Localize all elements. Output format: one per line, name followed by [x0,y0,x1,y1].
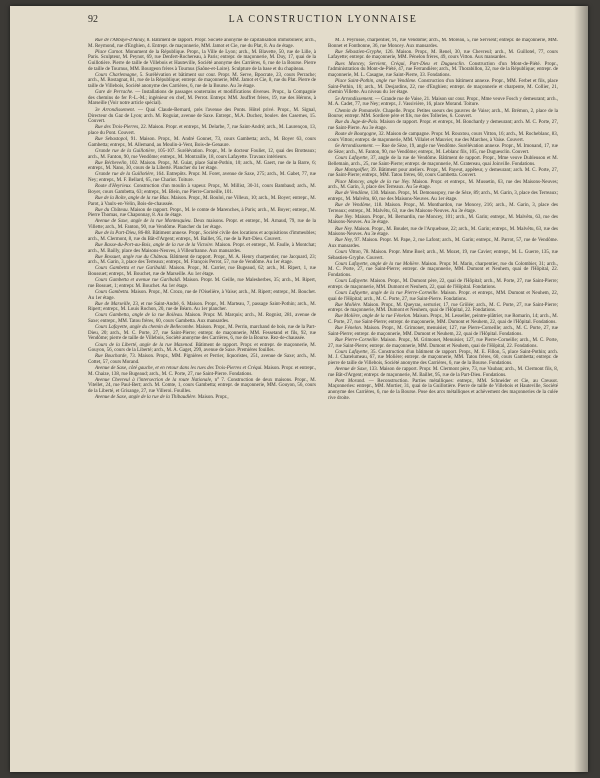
entry-address: Rue de la Part-Dieu, [95,231,137,237]
entry-paragraph [328,262,558,279]
entry-text: Construction d'un moulin à vapeur. Propr., M. Millist, 30-31, cours Bambaud; arch., M. Boyer, cours Gambetta, 63; entrepr., M. Blein, rue Pierre-Corneille, 101. [88,184,316,195]
page-gutter-shadow [574,6,588,772]
entry-address: Place Moncey, angle de la rue Ney. [335,179,411,185]
entry-address: Cours Lafayette. [335,279,369,285]
entry-text: 37, angle de la rue de Vendôme. Bâtiment de rapport. Propr., Mme veuve Dubleuson et M. Bellemain, arch., 25, rue Saint-Pierre; entrepr. de maçonnerie, M. Gratereau, quai Joinville. Fondations. [328,156,558,167]
entry-address: Gare de Perrache. [95,90,134,96]
entry-paragraph [328,314,558,325]
entry-address: Cours Gambetta. [95,289,130,295]
entry-paragraph [328,227,558,238]
entry-text: Maison. Propr. et entrepr., M. Chaize, 138, rue Bugeaud; arch., M. C. Porte, 27, rue Saint-Pierre. Fondations. [88,366,316,377]
entry-address: Cours de la Liberté, angle de la rue Mazenod. [95,342,194,348]
entry-address: Rue Basse-du-Port-au-Bois, angle de la rue de la Victoire. [95,242,214,248]
entry-address: Rue Molière, angle de la rue Fénelon. [335,314,412,320]
entry-text: 126. Maison. Propr., M. Renel, 30, rue Chevreul; arch., M. Guillotel, 77, cours Lafayette; entrepr. de maçonnerie, MM. Pénelon frères, 49, cours Vitton. Aux mansardes. [328,49,558,61]
entry-address: Avenue de Saxe, côté gauche, et en retour dans les rues des Trois-Pierres et Créqui. [95,366,263,371]
entry-paragraph [88,278,316,289]
entry-paragraph [88,137,316,148]
right-column [328,38,558,766]
entry-text: Maison. Propr., M. Bernardin, rue Moncey, 101; arch., M. Garin; entrepr., M. Malvêtu, 63, rue des Maisons-Neuves. Au 3e étage. [328,214,558,226]
entry-text: M. J. Peyrusse, charpentier, 91, rue Vendôme; arch., M. Moreau, 5, rue Servient; entrepr. de maçonnerie, MM. Bonnet et Fontbonne, 36, rue Moncey. Aux mansardes. [328,38,558,49]
entry-text: Maison. Propr., M. Crozo, rue de l'Oiselière, à Vaise; arch., M. Ripert; entrepr., M. Bouchet. Au 1er étage. [88,289,316,301]
entry-text: 32. Maison de campagne. Propr. M. Rouxtou, cours Vitton, 16; arch., M. Rocheblanc, 83, cours Vitton; entrepr. de maçonnerie, MM. Villalet et Mauvier, rue des Marches, à Vaise. Couvert. [328,132,558,143]
entry-address: Rue Boucharde, [95,354,128,360]
entry-address: Cours Lafayette, angle de la rue Molière. [335,261,420,267]
entry-text: 35. Construction d'un bâtiment de rapport. Propr., M. E. Fillon, 5, place Saint-Pothin; arch. M. J. Chatelumeau, 67, rue Molière; entrepr. de maçonnerie, MM. Tatou frères, 60, cours Gambetta; entrepr. de pierre de taille de Villebois, Société anonyme des Carrières, 6, rue de la Bourse. Fondations. [328,349,558,366]
entry-text: Construction d'un Mont-de-Piété. Propr., l'administration du Mont-de-Piété, 47, rue Ferrandière; arch., M. Thorabillon, 32, rue de la République; entrepr. de maçonnerie, M. L. Casagne, rue Saint-Pierre, 33. Fondations. [328,61,558,78]
entry-text: 91. Maison. Propr., M. André Gonnet, 73, cours Gambetta; arch., M. Boyer 63, cours Gambetta; entrepr., M. Allemand, au Moulin-à-Vent, Bois-de-Genaure. [88,137,316,148]
entry-text: Maison. Propr. M. Marin, charpentier, rue du Colombier, 31; arch., M. C. Porte, 27, rue Saint-Pierre; entrepr. de maçonnerie, MM. Dumont et Neuhem, quai de l'Hôpital, 22. Fondations. [328,261,558,278]
entry-paragraph [328,303,558,314]
entry-paragraph [328,97,558,108]
entry-paragraph [88,50,316,73]
entry-paragraph [328,50,558,61]
entry-address: Rue Ney, [335,238,353,244]
entry-text: Maison. Propr., M. Carrier, rue Bugeaud, 62; arch., M. Ripert, 1, rue Boussuet; entrepr., M. Bouchet, rue de Marseille. Au 1er étage. [88,266,316,277]
entry-address: Rue du Château. [95,207,129,213]
entry-paragraph [88,255,316,266]
entry-text: Bâtiment de rapport. Propr., M. A. Henry charpentier, rue Jacquard, 23; arch., M. Garin, 3, place des Terreaux; entrepr., M. François Perrot, 57, rue de Vendôme. Au 1er étage. [88,254,316,266]
entry-address: Rue de Marseille, [95,301,132,307]
entry-address: Rue Molière. [335,302,362,308]
entry-address: Grande rue de la Guillotière, [95,172,155,178]
entry-text: 73. Maison. Propr., MM. Pignières et Perrier, liquoristes, 251, avenue de Saxe; arch., M. Cottet, 57, cours Morand. [88,354,316,365]
text-columns [88,38,558,766]
entry-paragraph [88,325,316,342]
entry-paragraph [328,156,558,167]
entry-text: Maison. Propr., M. Bouloi, rue Villeux, 10; arch., M. Boyer; entrepr., M. Parot, à Vaulx-en-Velin, Bois-de-chaussée. [88,195,316,207]
entry-paragraph [328,109,558,120]
entry-paragraph [88,196,316,207]
document-page [10,6,588,772]
entry-paragraph [88,125,316,136]
entry-text: 164. Entrepôts. Propr. M. Foret, avenue de Saxe, 275; arch., M. Gabet, 77, rue Ney; entrepr., M. F. Bellard, 65, rue Chariot. Toiture. [88,172,316,183]
left-column [88,38,316,766]
entry-address: Rue de Vendôme, [335,191,370,197]
entry-address: Cours Vitton, [335,250,362,255]
entry-address: Rue Bossuet, angle rue du Château. [95,254,169,260]
entry-text: 133. Maison de rapport. Propr. M. Clermont père, 73, rue Vauban; arch., M. Clermont fils, 8, rue Bât-d'Argent; entrepr. de maçonnerie, M. Baillet, 95, rue de la Part-Dieu. Fondations. [328,367,558,378]
entry-paragraph [88,208,316,219]
entry-address: Route de Bourgogne, [335,132,378,137]
entry-text: 130. Maison. Propr., M. Demousspoy, rue de Sèze, 89; arch., M. Garin, 3, place des Terreaux; entrepr., M. Malvêtu, 60, rue des Maisons-Neuves. Au 1er étage. [328,191,558,202]
entry-text: Chapelle. Propr. Petites soeurs des pauvres de Vaise; arch., M. Brémon, 2, place de la Bourse; entrepr. MM. Sordiere père et fils, rue des Tolleries, 6. Couvert. [328,108,558,120]
entry-paragraph [88,354,316,365]
entry-address: Cours Lafayette, angle de la rue Pierre-Corneille. [335,290,439,296]
entry-paragraph [328,132,558,143]
entry-paragraph [88,231,316,242]
entry-text: Maison. Propr. et entrepr., MM. Dumont et Neuhem, 22, quai de l'Hôpital; arch., M. C. Porte, 27, rue Saint-Pierre. Fondations. [328,290,558,302]
entry-address: Chemin de Pomanelle. [335,108,382,114]
page-header [88,14,558,28]
entry-address: Pont Morand. [335,378,366,384]
entry-address: Rue Ney. [335,226,353,232]
entry-text: 86-88. Bâtiment annexe. Propr., Société civile des locations et acquisitions d'immeubles; arch., M. Clermont, 8, rue du Bât-d'Argent; entrepr., M. Baillet, 95, rue de la Part-Dieu. Couvert. [88,231,316,242]
entry-paragraph [328,215,558,226]
entry-text: — Quai Claude-Bernard, près l'avenue des Ponts. Hôtel privé. Propr., M. Signal, Directeur du Gaz de Lyon; arch. M. Roguiat, avenue de Saxe. Entrepr., M.A. Duchez, boulev. des Casernes, 15. Couvert. [88,108,316,125]
entry-paragraph [328,203,558,214]
entry-address: 6e Arrondissement. [335,144,374,150]
entry-address: Cours Gambetta et rue Garibaldi. [95,266,167,272]
entry-paragraph [88,149,316,160]
entry-paragraph [88,90,316,107]
entry-paragraph [88,343,316,354]
entry-text: Maison. Propr., M. Grimonet, Menuisier, 127, rue Pierre-Corneille; arch., M. C. Porte, 27, rue Saint-Pierre; entrepr. de maçonnerie, MM. Dumont et Neuhem, quai de l'Hôpital, 22. Fondations. [328,337,558,349]
entry-address: Rue Béchevelin, [95,160,128,166]
entry-paragraph [328,191,558,202]
entry-address: 5e Arrondissement. [335,96,374,102]
entry-paragraph [88,184,316,195]
entry-address: Rue Ney. [335,214,354,220]
entry-paragraph [328,120,558,131]
entry-paragraph [328,168,558,179]
entry-paragraph [88,243,316,254]
entry-paragraph [328,367,558,378]
entry-address: Cours Gambetta, angle de la rue Boileau. [95,313,184,319]
entry-paragraph [88,172,316,183]
entry-address: Avenue de Saxe, angle de la rue de la Thibaudière. [95,395,197,401]
entry-paragraph [328,350,558,367]
entry-paragraph [88,108,316,125]
entry-text: Maison de rapport. Propr. et entrepr., M. Bonchardy y demeurant; arch. M. C. Porte, 27, rue Saint-Pierre. Au 3e étage. [328,120,558,131]
entry-paragraph [328,79,558,96]
entry-address: Rues Moncey, Servient, Créqui, Part-Dieu et Duguesclin. [335,61,466,67]
entry-address: Route d'Heyrieux. [95,184,132,190]
entry-address: Cours Lafayette, [335,349,369,355]
entry-address: Cours Lafayette, angle du chemin de Bellecombe. [95,325,195,331]
entry-address: Rue de l'Abbaye-d'Ainay, [95,38,146,43]
entry-address: Rue du Juge-de-Paix. [335,120,379,126]
entry-text: Maison. Propr. et entrepr., M. Mussetin, 63, rue des Maisons-Neuves; arch., M. Garin, 3, place des Terreaux. Au 5e étage. [328,179,558,191]
entry-address: Avenue de Saxe, angle de la rue Montesquieu. [95,219,192,225]
entry-text: Maison de rapport. Propr., M. le comte de Marenches, à Paris; arch., M. Boyer; entrepr., M. Pierre Thomas, rue Chaponnay, 8. Au 4e étage. [88,207,316,219]
entry-text: Maison. Propr., M. Perrin, marchand de bois, rue de la Part-Dieu, 20; arch., M. C. Porte, 27, rue Saint-Pierre; entrepr. de maçonnerie, MM. Fessetand et fils, 92, rue Vendôme; pierre de taille de Villebois, Société anonyme des Carrières, 6, rue de la Bourse. Rez-de-chaussée. [88,325,316,342]
entry-text: 5. Surélévation et bâtiment sur cour. Propr. M. Serve, Bpocrate, 23, cours Perrache; arch., M. Rostagnat, 81, rue de la République; entrepr. de maçonnerie, MM. Jamot et Cie, 8, rue du Plat. Pierre de taille de Villebois, Société anonyme des Carrières, 6, rue de la Bourse. Au 3e étage. [88,72,316,89]
entry-address: Rue Pierre-Corneille. [335,337,379,343]
entry-text: — Reconstruction. Parties métalliques: entrepr., MM. Schneider et Cie, au Creusot. Maçonneries: entrepr., MM. Mortier, 31, quai de la Guillotière. Pierre de taille de Villebois et Hauteville, Société anonyme des Carrières, 6, rue de la Bourse. Pose des arcs métalliques et achèvement des maçonneries de la culée rive droite. [328,378,558,401]
entry-text: Monument de la République. Propr., la Ville de Lyon; arch., M. Blavette, 50, rue de Lille, à Paris. Sculpteur, M. Peynot, 69, rue Denfert-Rochereau, à Paris; entrepr. de maçonnerie, M. Duy, 17, quai de la Guillotière. Pierre de taille de Villebois et Hauteville, Société anonyme des Carrières, 6, rue de la Bourse. Pierre de taille de Tournus, MM. Bourgeon frères à Tournus (Saône-et-Loire). Sculpture de la base et du chapiteau. [88,49,316,72]
entry-text: Maison. Propr., M. Boudet, rue de l'Arquebuse, 22; arch., M. Garin; entrepr., M. Malvêtu, 63, rue des Maisons-Neuves. Au 3e étage. [328,226,558,238]
entry-text: 23, et rue Saint-André, 6. Maison. Propr., M. Marteau, 7, passage Saint-Pothin; arch., M. Ripert; entrepr., M. Louis Rochon, 20, rue de Béarn. Au 1er plancher. [88,301,316,313]
entry-paragraph [88,161,316,172]
entry-address: Cours Gambetta et avenue rue Garibaldi. [95,278,182,284]
entry-text: Maison. Propr., M. Queyras, serrurier, 17, rue Grôlée; arch., M. C. Porte, 27, rue Saint-Pierre; entrepr. de maçonnerie, MM. Dumont et Neuhem, quai de l'Hôpital, 22. Fondations. [328,302,558,314]
entry-text: n° 7. Construction de deux maisons. Propr., M. Vitellet, 24, rue Paul-Bert; arch. M. Comte, 1, cours Gambetta; entrepr. de maçonnerie, MM. Gouyon, 56, cours de la Liberté, et Grisange, 27, rue Villeroi. Fouilles. [88,377,316,394]
entry-address: Avenue de Saxe, [335,367,368,372]
entry-paragraph [328,250,558,261]
entry-text: 97. Maison. Propr. M. Pape, 2, rue Lafont; arch., M. Garin; entrepr., M. Parrot, 57, rue de Vendôme. Aux mansardes. [328,238,558,249]
entry-text: 78. Maison. Propr. Mme Boel; arch., M. Mozet, 19, rue Cavier; entrepr., M. L. Guerre, 135, rue Sébastien-Gryphe. Couvert. [328,250,558,261]
entry-paragraph [328,291,558,302]
entry-text: Maison. Propr., M. Lesseller, peintre-plâtrier, rue Romarin, 14; arch., M. C. Porte, 27, rue Saint-Pierre; entrepr. de maçonnerie, MM. Dumont et Neuhem, 22, quai de l'Hôpital. Fondations. [328,314,558,325]
entry-paragraph [328,379,558,402]
entry-paragraph [88,266,316,277]
entry-paragraph [88,378,316,395]
entry-address: Avenue Chevreul à l'intersection de la route Nationale, [95,377,213,383]
entry-text: Maison. Propr. M. Geille, rue Malesherbes, 35; arch., M. Ripert, rue Bossuet, 1; entrepr. M. Bouchet. Au 1er étage. [88,278,316,289]
entry-paragraph [88,38,316,49]
entry-text: Maison. Propr., [196,395,229,401]
entry-paragraph [328,38,558,49]
entry-address: Rue de la Boîte, angle de la rue Blas. [95,195,170,201]
entry-paragraph [328,238,558,249]
entry-address: Rue de Vendôme, [335,203,372,208]
entry-address: Place Carnot. [95,49,124,55]
entry-paragraph [328,279,558,290]
entry-paragraph [88,395,316,401]
entry-paragraph [328,62,558,79]
running-title: LA CONSTRUCTION LYONNAISE [228,14,418,25]
entry-text: 105-107. Surélévation. Propr., M. le docteur Fouliet, 12, quai des Brotteaux; arch., M. Fanton, 90, rue Vendôme; entrepr., M. Montraille, 18, cours Lafayette. Travaux intérieurs. [88,148,316,160]
entry-address: Rue Sebastopol, [95,137,129,143]
entry-text: — Grande rue de Vaise, 21. Maison sur cour. Propr., Mme veuve Fosch y demeurant; arch., M. A. Cadet, 77, rue Ney; entrepr., J. Vassivière, 16, place Morand. Toiture. [328,96,558,108]
entry-address: Cours Lafayette, [335,156,369,161]
entry-text: — Rue de Sèze, 19, angle rue Vendôme. Surélévation annexe. Propr., M. Imonand, 17, rue de Sèze; arch., M. Fanton, 90, rue Vendôme; entrepr., M. Leblanc fils, 105, rue Duguesclin. Couvert. [328,144,558,155]
entry-address: Rue Sébastien-Gryphe, [335,49,383,55]
entry-address: Place Saint-Pothin, angle rue Vendôme. [335,78,417,84]
entry-text: 118. Maison. Propr., M. Monthardon, rue Moncey, 216; arch., M. Garin, 3, place des Terreaux; entrepr., M. Malvêtu, 63, rue des Maisons-Neuves. Au 3e étage. [328,203,558,214]
entry-text: 22. Maison. Propr. et entrepr., M. Delarbe, 7, rue Saint-André; arch., M. Laurençon, 13, place du Pont. Couvert. [88,125,316,136]
entry-text: Construction d'un bâtiment annexe. Propr., MM. Ferbet et fils, place Saint-Pothin, 16; arch., M. Desjardins, 22, rue d'Enghien; entrepr. de maçonnerie et charpente, M. Collier, 21, chemin Villette. Au niveau du 1er étage. [328,78,558,96]
page-number: 92 [88,14,98,25]
entry-paragraph [328,144,558,155]
entry-address: Rue Fénelon. [335,326,363,332]
entry-text: — Installations de passages souterrains et modifications diverses. Propr., la Compagnie des chemins de fer P.-L.-M.; ingénieur en chef, M. Perrot. Entrepr. MM. Jouffret frères, 19, rue des Hérons, à Marseille (Voir notre article spécial). [88,90,316,107]
entry-address: Rue des Trois-Pierres, [95,125,140,131]
entry-text: Maison. Propr. et entrepr., M. Faulle, à Montchat; arch., M. Bailly, place des Maisons-Neuves, à Villeurbanne. Aux mansardes. [88,242,316,254]
entry-text: Maison. Propr. M. Marquis; arch., M. Rognist, 281, avenue de Saxe; entrepr., MM. Tatou frères, 60, cours Gambetta. Aux mansardes. [88,313,316,324]
entry-paragraph [88,290,316,301]
entry-text: Maison. Propr., M. Grimonet, menuisier, 127, rue Pierre-Corneille; arch., M. C. Porte, 27, rue Saint-Pierre; entrepr. de maçonnerie, MM. Dumont et Neuhem, 22, quai de l'Hôpital. Fondations. [328,326,558,337]
entry-paragraph [88,313,316,324]
entry-text: Bâtiment de rapport. Propr. et entrepr. de maçonnerie, M. Gouyon, 56, cours de la Liberté; arch., M. A. Gaget, 299, avenue de Saxe. Premières fouilles. [88,342,316,354]
entry-address: 3e Arrondissement. [95,108,136,113]
entry-text: Maison. Propr., M. Dumont père, 22, quai de l'Hôpital; arch., M. Porte, 27, rue Saint-Pierre; entrepr. de maçonnerie, MM. Dumont et Neuhem, 22, quai de l'Hôpital. Fondations. [328,279,558,290]
entry-text: 8. Bâtiment de rapport. Propr. Société anonyme de capitalisation immobilière; arch., M. Reymond, rue d'Enghien, 4. Entrepr. de maçonnerie, MM. Jamot et Cie, rue du Plat, 8. Au 4e étage. [88,38,316,49]
entry-text: 39. Bâtiment pour ateliers. Propr., M. Payeut, appêteur, y demeurant; arch. M. C. Porte, 27, rue Saint-Pierre; entrepr., MM. Tatou frères, 60, cours Gambetta. Couvert. [328,167,558,179]
entry-address: Rue Montgolfier, [335,167,369,173]
entry-text: Deux maisons. Propr. et entrepr., M. Arnaud, 79, rue de la Villette; arch., M. Fanton, 90, rue Vendôme. Plancher du 1er étage. [88,219,316,230]
entry-paragraph [328,338,558,349]
entry-address: Cours Charlemagne, [95,72,138,78]
entry-paragraph [88,366,316,377]
entry-paragraph [328,326,558,337]
entry-paragraph [88,73,316,90]
entry-paragraph [88,219,316,230]
entry-paragraph [328,180,558,191]
entry-address: Grande rue de la Guillotière, [95,148,156,154]
entry-paragraph [88,302,316,313]
entry-text: 102. Maison. Propr., M. Guiat, place Saint-Pothin, 10; arch., M. Gaert, rue de la Barre, 6; entrepr., M. Nano, 30, cours de la Liberté. Plancher du 1er étage. [88,160,316,172]
